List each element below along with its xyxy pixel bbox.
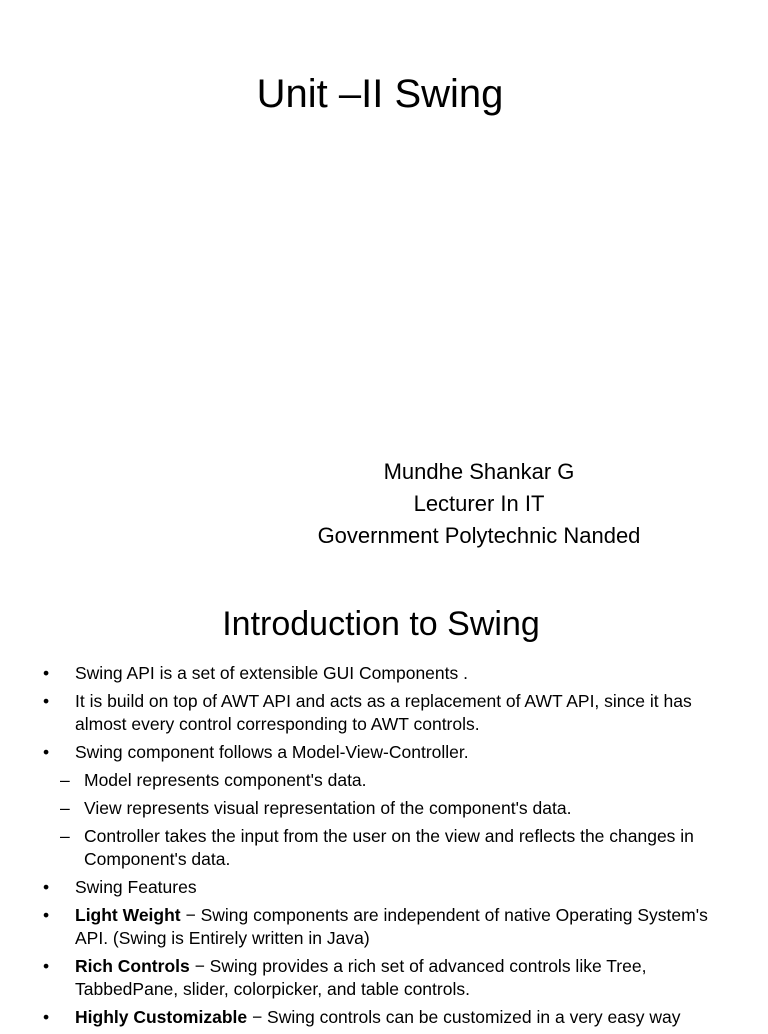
sub-list-item [50, 769, 740, 792]
bullet-text: − Swing provides a rich set of advanced controls like Tree, TabbedPane, slider, colorpicker, and table controls. [75, 956, 647, 999]
dash-icon: – [60, 798, 70, 818]
author-block [270, 456, 688, 552]
dash-icon: – [60, 826, 70, 846]
sub-bullet-text: Controller takes the input from the user on the view and reflects the changes in Component's data. [84, 826, 694, 869]
bullet-icon: • [43, 1007, 50, 1027]
author-name: Mundhe Shankar G [383, 459, 575, 484]
list-item [40, 876, 740, 899]
feature-name: Light Weight [75, 905, 181, 925]
list-item [40, 662, 740, 685]
bullet-text: Swing component follows a Model-View-Controller. [75, 742, 469, 762]
list-item [40, 741, 740, 871]
sub-bullet-text: Model represents component's data. [84, 770, 367, 790]
dash-icon: – [60, 770, 70, 790]
bullet-icon: • [43, 905, 50, 925]
bullet-icon: • [43, 877, 50, 897]
bullet-text: It is build on top of AWT API and acts as a replacement of AWT API, since it has almost every control corresponding to AWT controls. [75, 691, 692, 734]
feature-name: Rich Controls [75, 956, 190, 976]
sub-list-item [50, 797, 740, 820]
bullet-icon: • [43, 742, 50, 762]
sub-bullet-list [60, 769, 740, 871]
bullet-text: Swing Features [75, 877, 197, 897]
slide-title: Unit –II Swing [256, 72, 504, 116]
author-institution: Government Polytechnic Nanded [317, 523, 641, 548]
feature-name: Highly Customizable [75, 1007, 248, 1027]
bullet-icon: • [43, 956, 50, 976]
list-item [40, 904, 740, 950]
list-item [40, 690, 740, 736]
bullet-text: − Swing controls can be customized in a very easy way [247, 1007, 681, 1027]
sub-list-item [50, 825, 740, 871]
bullet-icon: • [43, 691, 50, 711]
bullet-text: − Swing components are independent of native Operating System's API. (Swing is Entirely written in Java) [75, 905, 708, 948]
content-slide [0, 580, 768, 1027]
slide-title: Introduction to Swing [222, 605, 540, 643]
sub-bullet-text: View represents visual representation of the component's data. [84, 798, 572, 818]
bullet-icon: • [43, 663, 50, 683]
author-position: Lecturer In IT [413, 491, 545, 516]
bullet-list [40, 662, 740, 1034]
list-item [40, 955, 740, 1001]
list-item [40, 1006, 740, 1029]
bullet-text: Swing API is a set of extensible GUI Components . [75, 663, 468, 683]
